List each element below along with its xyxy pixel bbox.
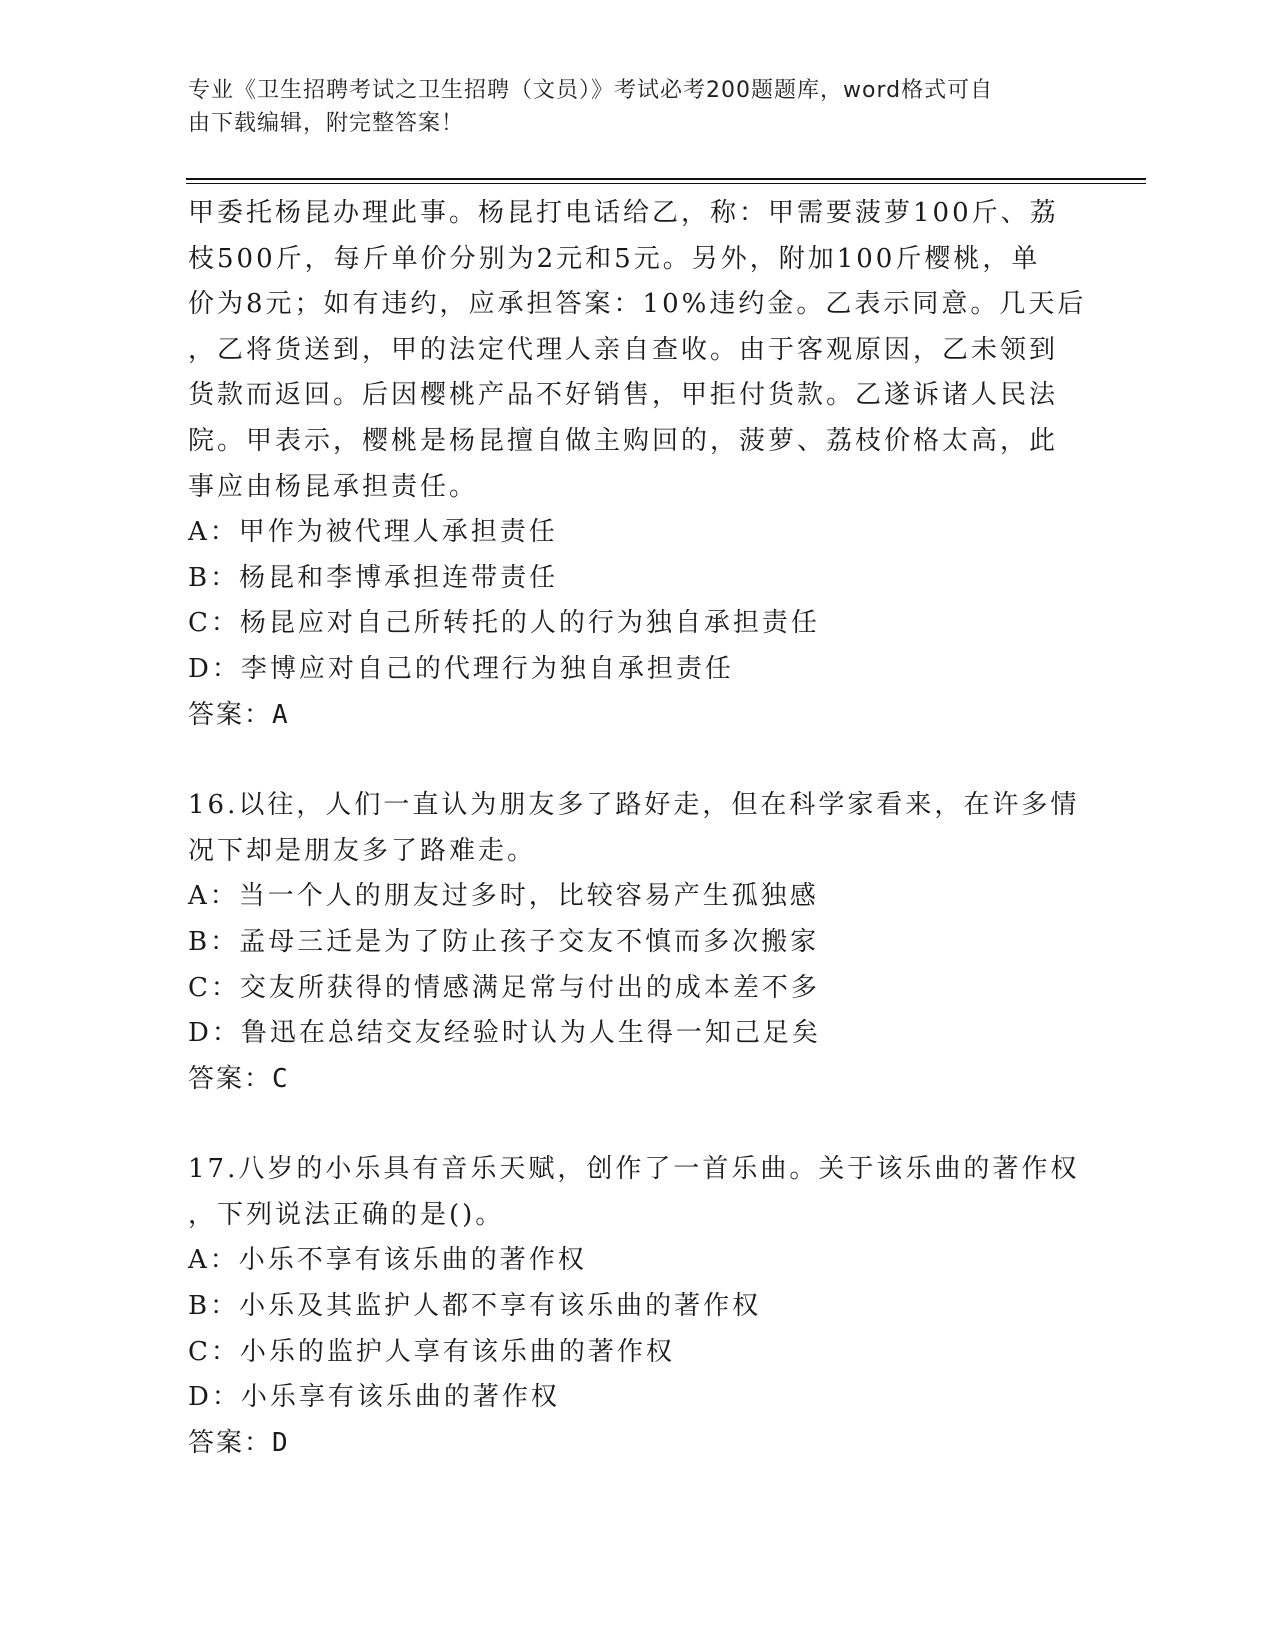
stem-line: 货款而返回。后因樱桃产品不好销售，甲拒付货款。乙遂诉诸人民法 <box>188 380 1059 411</box>
option-b: B：杨昆和李博承担连带责任 <box>188 562 559 593</box>
answer-label: 答案： <box>188 1427 273 1458</box>
answer-label: 答案： <box>188 699 273 730</box>
answer-value: A <box>272 699 290 730</box>
stem-line: 17.八岁的小乐具有音乐天赋，创作了一首乐曲。关于该乐曲的著作权 <box>188 1154 1080 1185</box>
document-body <box>188 191 1088 1466</box>
option-a: A：甲作为被代理人承担责任 <box>188 517 558 548</box>
stem-line: ，乙将货送到，甲的法定代理人亲自查收。由于客观原因，乙未领到 <box>188 334 1059 365</box>
header-divider-thick <box>186 178 1146 180</box>
option-d: D：小乐享有该乐曲的著作权 <box>188 1382 560 1413</box>
answer-label: 答案： <box>188 1063 273 1094</box>
stem-line: 况下却是朋友多了路难走。 <box>188 835 537 866</box>
header-line-1: 专业《卫生招聘考试之卫生招聘（文员）》考试必考200题题库，word格式可自 <box>188 78 994 103</box>
stem-line: 枝500斤，每斤单价分别为2元和5元。另外，附加100斤樱桃，单 <box>188 243 1041 274</box>
option-a: A：当一个人的朋友过多时，比较容易产生孤独感 <box>188 881 819 912</box>
answer-line <box>188 1421 1088 1467</box>
stem-line: 16.以往，人们一直认为朋友多了路好走，但在科学家看来，在许多情 <box>188 790 1080 821</box>
question-15 <box>188 191 1088 738</box>
option-c: C：小乐的监护人享有该乐曲的著作权 <box>188 1336 675 1367</box>
question-stem <box>188 783 1088 874</box>
stem-line: 事应由杨昆承担责任。 <box>188 471 479 502</box>
option-a: A：小乐不享有该乐曲的著作权 <box>188 1245 587 1276</box>
answer-value: C <box>272 1063 290 1094</box>
stem-line: 价为8元；如有违约，应承担答案：10%违约金。乙表示同意。几天后 <box>188 289 1087 320</box>
answer-line <box>188 1057 1088 1103</box>
stem-line: 院。甲表示，樱桃是杨昆擅自做主购回的，菠萝、荔枝价格太高，此 <box>188 425 1059 456</box>
question-spacer <box>188 1102 1088 1147</box>
document-header <box>188 74 1088 140</box>
option-b: B：孟母三迁是为了防止孩子交友不慎而多次搬家 <box>188 926 820 957</box>
header-line-2: 由下载编辑，附完整答案！ <box>188 111 465 136</box>
question-17 <box>188 1147 1088 1466</box>
option-d: D：李博应对自己的代理行为独自承担责任 <box>188 653 734 684</box>
option-c: C：杨昆应对自己所转托的人的行为独自承担责任 <box>188 608 820 639</box>
option-c: C：交友所获得的情感满足常与付出的成本差不多 <box>188 972 820 1003</box>
answer-value: D <box>272 1427 290 1458</box>
option-d: D：鲁迅在总结交友经验时认为人生得一知己足矣 <box>188 1018 821 1049</box>
stem-line: ，下列说法正确的是()。 <box>188 1199 505 1230</box>
answer-line <box>188 693 1088 739</box>
option-b: B：小乐及其监护人都不享有该乐曲的著作权 <box>188 1291 762 1322</box>
question-stem <box>188 1147 1088 1238</box>
question-stem <box>188 191 1088 510</box>
stem-line: 甲委托杨昆办理此事。杨昆打电话给乙，称：甲需要菠萝100斤、荔 <box>188 198 1059 228</box>
question-spacer <box>188 738 1088 783</box>
header-divider-thin <box>186 183 1146 184</box>
question-16 <box>188 783 1088 1102</box>
